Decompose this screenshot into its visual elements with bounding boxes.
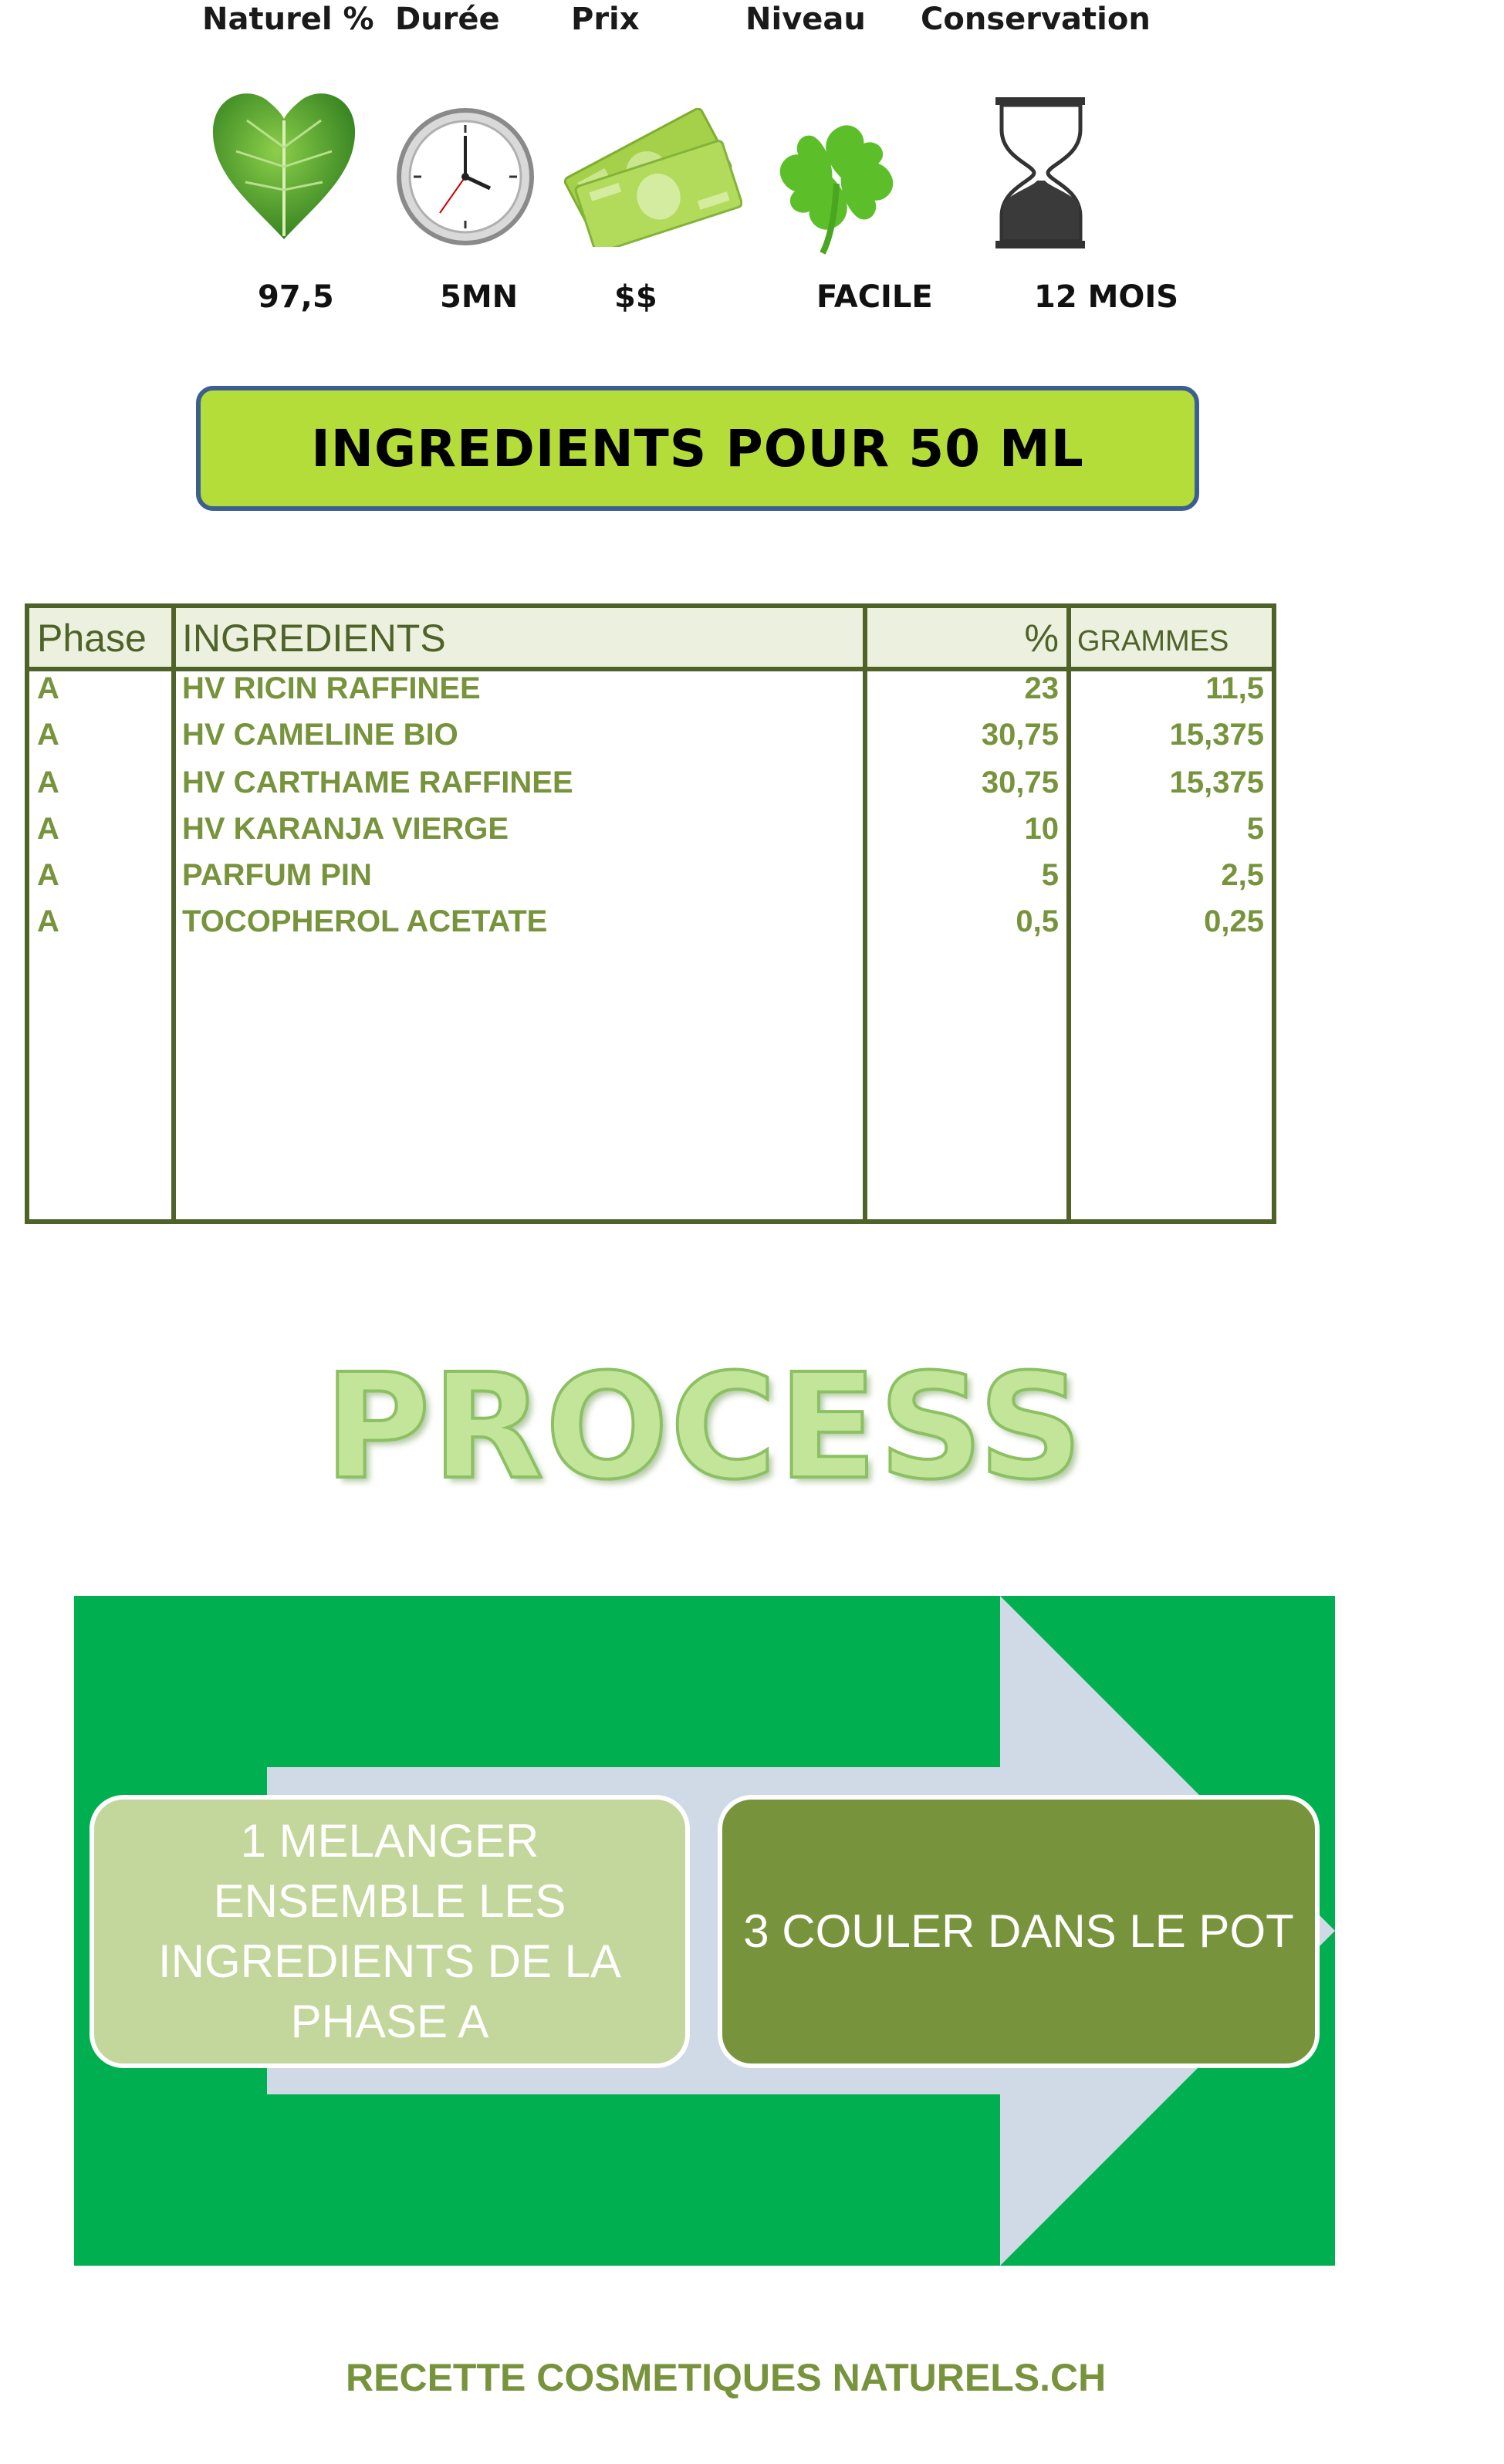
process-step-2-text: 3 COULER DANS LE POT <box>743 1905 1294 1957</box>
table-row-1-phase: A <box>37 671 59 705</box>
table-row-3-percent: 30,75 <box>981 766 1059 799</box>
hourglass-icon <box>991 96 1091 250</box>
metric-header-conservation: Conservation <box>921 2 1151 37</box>
header-phase: Phase <box>37 617 147 660</box>
table-row-4-phase: A <box>37 812 59 846</box>
table-row-2-phase: A <box>37 718 59 752</box>
ingredients-banner <box>196 386 1199 511</box>
process-step-1-text: 1 MELANGER ENSEMBLE LES INGREDIENTS DE LA PHASE A <box>157 1815 622 2047</box>
process-title: PROCESS <box>324 1343 1085 1512</box>
header-grams: GRAMMES <box>1077 625 1229 657</box>
table-row-5-grams: 2,5 <box>1221 858 1264 892</box>
connector-triangle-icon <box>1320 1908 1350 1954</box>
process-step-1 <box>90 1795 690 2068</box>
banknotes-icon <box>557 108 742 247</box>
table-row-5-percent: 5 <box>1041 858 1059 892</box>
four-leaf-clover-icon <box>761 106 912 258</box>
clock-icon <box>394 105 537 248</box>
metric-header-niveau: Niveau <box>745 2 866 37</box>
table-row-5-phase: A <box>37 858 59 892</box>
process-diagram <box>74 1596 1335 2266</box>
table-row-3-ingredient: HV CARTHAME RAFFINEE <box>182 766 573 799</box>
table-row-4-grams: 5 <box>1246 812 1264 846</box>
footer-text: RECETTE COSMETIQUES NATURELS.CH <box>346 2356 1107 2399</box>
table-row-3-phase: A <box>37 766 59 799</box>
table-row-1-ingredient: HV RICIN RAFFINEE <box>182 671 481 705</box>
table-row-2-ingredient: HV CAMELINE BIO <box>182 718 458 752</box>
table-row-3-grams: 15,375 <box>1169 766 1264 799</box>
metric-header-prix: Prix <box>571 2 640 37</box>
header-ingredients: INGREDIENTS <box>182 617 446 660</box>
leaf-heart-icon <box>207 74 361 244</box>
metric-header-duree: Durée <box>395 2 500 37</box>
metric-header-naturel: Naturel % <box>202 2 374 37</box>
ingredients-table <box>25 603 1276 1224</box>
metric-value-niveau: FACILE <box>816 279 933 315</box>
process-step-2 <box>718 1795 1320 2068</box>
metric-value-naturel: 97,5 <box>258 279 334 315</box>
banner-title: INGREDIENTS POUR 50 ML <box>311 418 1084 478</box>
table-row-6-grams: 0,25 <box>1204 904 1264 938</box>
table-row-1-grams: 11,5 <box>1205 671 1264 705</box>
metric-value-duree: 5MN <box>440 279 519 315</box>
table-row-2-grams: 15,375 <box>1169 718 1264 752</box>
table-row-5-ingredient: PARFUM PIN <box>182 858 372 892</box>
table-row-6-ingredient: TOCOPHEROL ACETATE <box>182 904 548 938</box>
table-row-4-ingredient: HV KARANJA VIERGE <box>182 812 509 846</box>
header-percent: % <box>1024 617 1059 660</box>
table-row-1-percent: 23 <box>1024 671 1059 705</box>
metric-value-prix: $$ <box>614 279 657 315</box>
table-row-6-percent: 0,5 <box>1016 904 1059 938</box>
metric-value-conservation: 12 MOIS <box>1034 279 1179 315</box>
table-row-2-percent: 30,75 <box>981 718 1059 752</box>
table-row-6-phase: A <box>37 904 59 938</box>
table-row-4-percent: 10 <box>1024 812 1059 846</box>
